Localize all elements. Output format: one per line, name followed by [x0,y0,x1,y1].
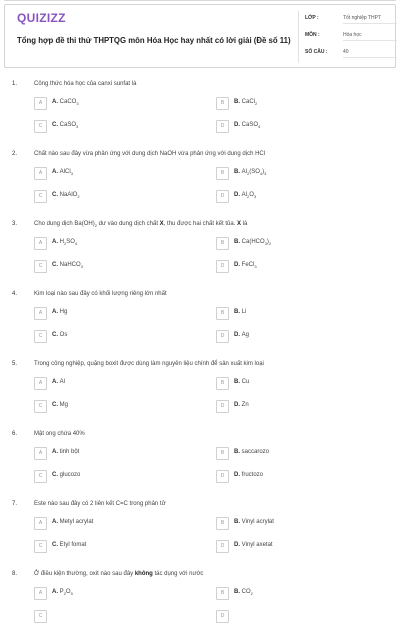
option-letter-box: A [34,587,47,600]
question-text-part: Este nào sau đây có 2 liên kết C=C trong phân tử [34,501,166,507]
option-formula: Al [59,379,66,385]
question-text [34,501,384,507]
option-text [234,519,274,525]
option-letter-box: A [34,377,47,390]
option-letter-box: C [34,120,47,133]
option-prefix: A. [52,379,60,385]
option-formula: CaSO [241,122,259,128]
answer-option-b[interactable] [216,307,376,320]
answer-option-a[interactable] [34,377,194,390]
option-formula: Zn [241,402,249,408]
worksheet-header [4,4,396,68]
option-text [234,332,249,338]
option-text [234,402,249,408]
option-prefix: D. [234,472,242,478]
option-formula: CaCl [241,99,256,105]
option-prefix: A. [52,449,60,455]
question-emphasis: X [159,221,164,227]
question-number: 7. [12,501,18,507]
answer-option-c[interactable] [34,400,194,413]
answer-option-a[interactable] [34,167,194,180]
option-letter-box: B [216,587,229,600]
option-subscript: 4 [258,124,261,130]
option-text [52,472,80,478]
answer-option-d[interactable] [216,470,376,483]
option-prefix: A. [52,169,60,175]
option-subscript: 3 [254,264,257,270]
option-text [234,472,263,478]
option-formula: saccarozo [241,449,270,455]
answer-option-a[interactable] [34,97,194,110]
option-letter-box: D [216,120,229,133]
option-letter-box: B [216,377,229,390]
option-prefix: C. [52,122,60,128]
option-formula: Etyl fomat [59,542,87,548]
answer-option-d[interactable] [216,120,376,133]
option-subscript: 2 [63,591,66,597]
option-letter-box: C [34,610,47,623]
answer-option-c[interactable] [34,260,194,273]
option-subscript: 2 [64,241,67,247]
question-item [0,568,400,638]
option-formula: Ag [241,332,250,338]
option-prefix: D. [234,262,242,268]
option-subscript: 3 [80,264,83,270]
option-text [52,379,65,385]
option-prefix: B. [234,589,242,595]
answer-option-b[interactable] [216,97,376,110]
meta-class-value: Tốt nghiệp THPT [343,15,397,24]
option-subscript: 3 [264,171,267,177]
option-prefix: A. [52,519,60,525]
option-text [234,379,249,385]
option-formula: CO [241,589,251,595]
option-prefix: C. [52,262,60,268]
answer-option-a[interactable] [34,587,194,600]
option-letter-box: B [216,97,229,110]
option-subscript: 2 [247,171,250,177]
question-text [34,361,384,367]
answer-option-d[interactable] [216,540,376,553]
worksheet-title: Tổng hợp đề thi thử THPTQG môn Hóa Học hay nhất có lời giải (Đề số 11) [17,36,291,45]
option-prefix: B. [234,519,242,525]
option-letter-box: A [34,97,47,110]
option-text [234,309,246,315]
answer-option-d[interactable] [216,190,376,203]
question-item [0,288,400,358]
option-prefix: C. [52,332,60,338]
option-subscript: 4 [259,171,263,177]
option-formula: Metyl acrylat [59,519,94,525]
option-text [52,309,67,315]
option-subscript: 2 [255,101,258,107]
option-letter-box: C [34,190,47,203]
option-letter-box: B [216,517,229,530]
option-letter-box: D [216,190,229,203]
option-letter-box: A [34,237,47,250]
option-prefix: A. [52,589,60,595]
question-number: 3. [12,221,18,227]
answer-option-d[interactable] [216,610,376,623]
option-text [234,239,271,246]
question-text [34,431,384,437]
option-letter-box: B [216,447,229,460]
option-formula: Ca(HCO [241,239,265,245]
answer-option-c[interactable] [34,190,194,203]
option-formula: (SO [249,169,260,175]
option-text [234,99,257,106]
option-prefix: A. [52,99,60,105]
header-divider [298,11,299,63]
question-text [34,81,384,87]
question-number: 4. [12,291,18,297]
option-text [52,449,79,455]
option-formula: CaCO [59,99,77,105]
answer-option-b[interactable] [216,447,376,460]
option-prefix: C. [52,402,60,408]
question-text [34,151,384,157]
option-prefix: B. [234,169,242,175]
option-subscript: 4 [74,241,78,247]
option-subscript: 2 [250,591,253,597]
option-prefix: A. [52,239,60,245]
option-subscript: 3 [76,101,79,107]
option-text [52,192,80,199]
option-subscript: 2 [247,194,250,200]
option-letter-box: D [216,610,229,623]
option-prefix: A. [52,309,60,315]
option-formula: Cu [241,379,250,385]
option-formula: H [59,239,65,245]
option-formula: P [59,589,64,595]
question-text [34,291,384,297]
option-subscript: 3 [70,171,73,177]
meta-count-label: SỐ CÂU : [305,49,328,55]
option-subscript: 3 [253,194,257,200]
question-number: 1. [12,81,18,87]
option-formula: tinh bột [59,449,80,455]
option-text [234,589,253,596]
option-text [52,332,67,338]
option-prefix: D. [234,402,242,408]
option-text [234,122,260,129]
option-letter-box: B [216,237,229,250]
option-text [52,122,78,129]
question-number: 5. [12,361,18,367]
option-formula: Al [241,169,248,175]
option-formula: CaSO [59,122,77,128]
question-item [0,218,400,288]
question-text-part: dư vào dung dịch chất [96,221,160,227]
option-letter-box: B [216,307,229,320]
answer-option-d[interactable] [216,400,376,413]
question-text-part: Trong công nghiệp, quặng boxit được dùng làm nguyên liệu chính để sản xuất kim loại [34,361,264,367]
option-formula: Hg [59,309,68,315]
question-text-part: Mật ong chứa 40% [34,431,85,437]
meta-class [305,13,397,27]
option-formula: Vinyl axetat [241,542,273,548]
answer-option-a[interactable] [34,307,194,320]
question-item [0,428,400,498]
meta-count [305,47,397,61]
answer-option-c[interactable] [34,330,194,343]
question-text-part: là [241,221,248,227]
question-list [0,78,400,638]
option-prefix: D. [234,332,242,338]
option-letter-box: D [216,400,229,413]
option-letter-box: C [34,470,47,483]
option-formula: O [249,192,254,198]
question-text-part: , thu được hai chất kết tủa. [163,221,238,227]
option-letter-box: A [34,307,47,320]
answer-option-a[interactable] [34,517,194,530]
option-letter-box: A [34,447,47,460]
option-subscript: 3 [264,241,267,247]
question-text-part: Cho dung dịch Ba(OH) [34,221,95,227]
question-number: 8. [12,571,18,577]
option-formula: Al [241,192,248,198]
option-formula: FeCl [241,262,255,268]
option-prefix: D. [234,122,242,128]
question-text [34,221,384,228]
option-prefix: D. [234,542,242,548]
option-text [52,519,93,525]
question-item [0,358,400,428]
question-emphasis: X [237,221,242,227]
option-prefix: D. [234,192,242,198]
option-prefix: B. [234,309,242,315]
answer-option-c[interactable] [34,540,194,553]
answer-option-b[interactable] [216,517,376,530]
option-letter-box: D [216,330,229,343]
meta-class-label: LỚP : [305,15,319,21]
option-subscript: 5 [70,591,73,597]
answer-option-d[interactable] [216,330,376,343]
option-formula: glucozo [59,472,81,478]
option-prefix: B. [234,379,242,385]
answer-option-c[interactable] [34,610,194,623]
option-prefix: B. [234,239,242,245]
option-text [234,169,266,176]
option-text [52,262,83,269]
answer-option-b[interactable] [216,377,376,390]
option-text [52,402,68,408]
answer-option-b[interactable] [216,237,376,250]
question-text [34,571,384,577]
option-formula: Li [241,309,247,315]
quizizz-logo: QUIZIZZ [17,11,66,25]
answer-option-a[interactable] [34,237,194,250]
option-subscript: 3 [76,124,79,130]
option-letter-box: C [34,260,47,273]
question-emphasis: không [134,571,153,577]
question-item [0,498,400,568]
option-subscript: 2 [268,241,272,247]
option-formula: ) [266,239,269,245]
question-text-part: Công thức hóa học của canxi sunfat là [34,81,137,87]
option-formula: NaHCO [59,262,81,268]
answer-option-b[interactable] [216,587,376,600]
question-item [0,148,400,218]
option-letter-box: A [34,167,47,180]
option-formula: Mg [59,402,69,408]
option-text [234,449,269,455]
option-formula: SO [66,239,75,245]
option-text [234,192,256,199]
answer-option-c[interactable] [34,470,194,483]
option-formula: O [65,589,71,595]
question-number: 2. [12,151,18,157]
question-number: 6. [12,431,18,437]
answer-option-a[interactable] [34,447,194,460]
meta-subject-label: MÔN : [305,32,320,38]
answer-option-d[interactable] [216,260,376,273]
top-rule [4,0,396,1]
question-item [0,78,400,148]
question-text-part: Ở điều kiện thường, oxit nào sau đây [34,571,135,577]
option-text [52,589,73,596]
option-prefix: B. [234,99,242,105]
option-formula: Os [59,332,68,338]
option-prefix: C. [52,542,60,548]
meta-subject-value: Hóa học [343,32,397,41]
option-subscript: 2 [77,194,80,200]
option-text [234,262,257,269]
option-formula: fructozo [241,472,264,478]
question-text-part: tác dụng với nước [152,571,204,577]
option-prefix: C. [52,192,60,198]
option-formula: Vinyl acrylat [241,519,274,525]
option-prefix: B. [234,449,242,455]
option-formula: AlCl [59,169,71,175]
option-prefix: C. [52,472,60,478]
option-text [52,542,86,548]
option-letter-box: B [216,167,229,180]
question-text-part: Kim loại nào sau đây có khối lượng riêng lớn nhất [34,291,167,297]
option-text [52,99,79,106]
option-letter-box: C [34,540,47,553]
meta-count-value: 40 [343,49,397,58]
option-text [234,542,273,548]
option-letter-box: C [34,330,47,343]
meta-subject [305,30,397,44]
answer-option-b[interactable] [216,167,376,180]
option-formula: NaAlO [59,192,78,198]
option-formula: ) [262,169,265,175]
answer-option-c[interactable] [34,120,194,133]
option-letter-box: D [216,540,229,553]
option-text [52,169,73,176]
option-letter-box: A [34,517,47,530]
option-letter-box: D [216,260,229,273]
option-letter-box: C [34,400,47,413]
question-subscript: 2 [94,223,97,229]
question-text-part: Chất nào sau đây vừa phản ứng với dung dịch NaOH vừa phản ứng với dung dịch HCl [34,151,266,157]
option-text [52,239,77,246]
option-letter-box: D [216,470,229,483]
